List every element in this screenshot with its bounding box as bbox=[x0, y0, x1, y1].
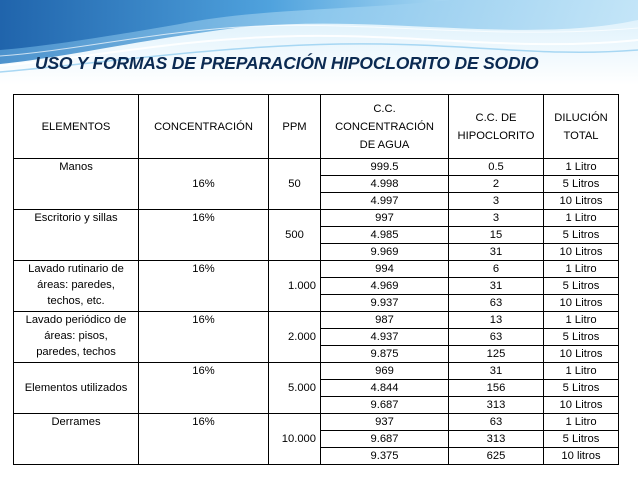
cc-agua-line1: C.C. bbox=[373, 102, 396, 115]
table-header-row bbox=[14, 95, 619, 159]
col-header-concentracion: CONCENTRACIÓN bbox=[139, 95, 269, 159]
element-line: Lavado periódico de bbox=[25, 314, 127, 326]
ppm-cell: 10.000 bbox=[269, 414, 321, 465]
element-cell bbox=[14, 261, 139, 312]
element-line: áreas: pisos, bbox=[44, 330, 108, 342]
hipo-cell: 313 bbox=[449, 431, 544, 448]
col-header-cc-agua bbox=[321, 95, 449, 159]
concentration-cell: 16% bbox=[139, 210, 269, 261]
hipo-cell: 63 bbox=[449, 295, 544, 312]
dilucion-cell: 5 Litros bbox=[544, 431, 619, 448]
concentration-cell: 16% bbox=[139, 312, 269, 363]
agua-cell: 4.969 bbox=[321, 278, 449, 295]
table-row bbox=[14, 312, 619, 329]
dilucion-cell: 10 litros bbox=[544, 448, 619, 465]
agua-cell: 987 bbox=[321, 312, 449, 329]
concentration-cell: 16% bbox=[139, 261, 269, 312]
ppm-cell: 5.000 bbox=[269, 363, 321, 414]
dilucion-cell: 5 Litros bbox=[544, 176, 619, 193]
hipo-cell: 6 bbox=[449, 261, 544, 278]
col-header-ppm: PPM bbox=[269, 95, 321, 159]
agua-cell: 994 bbox=[321, 261, 449, 278]
cc-agua-line2: CONCENTRACIÓN bbox=[335, 120, 434, 133]
table-row bbox=[14, 261, 619, 278]
hipo-cell: 313 bbox=[449, 397, 544, 414]
agua-cell: 969 bbox=[321, 363, 449, 380]
element-line: Lavado rutinario de bbox=[28, 263, 124, 275]
hipo-cell: 63 bbox=[449, 414, 544, 431]
table-row bbox=[14, 210, 619, 227]
dilucion-cell: 10 Litros bbox=[544, 295, 619, 312]
table-row bbox=[14, 414, 619, 431]
element-line: paredes, techos bbox=[36, 346, 116, 358]
hypochlorite-table bbox=[13, 94, 619, 465]
agua-cell: 999.5 bbox=[321, 159, 449, 176]
hipo-cell: 63 bbox=[449, 329, 544, 346]
agua-cell: 997 bbox=[321, 210, 449, 227]
col-header-cc-hipoclorito bbox=[449, 95, 544, 159]
element-cell: Manos bbox=[14, 159, 139, 210]
cc-hipo-line2: HIPOCLORITO bbox=[457, 129, 535, 142]
agua-cell: 4.937 bbox=[321, 329, 449, 346]
hipo-cell: 156 bbox=[449, 380, 544, 397]
cc-agua-line3: DE AGUA bbox=[359, 138, 410, 151]
table-row bbox=[14, 159, 619, 176]
hipo-cell: 31 bbox=[449, 363, 544, 380]
ppm-cell: 50 bbox=[269, 159, 321, 210]
dilucion-line2: TOTAL bbox=[563, 129, 599, 142]
hipo-cell: 0.5 bbox=[449, 159, 544, 176]
dilucion-cell: 10 Litros bbox=[544, 193, 619, 210]
concentration-cell: 16% bbox=[139, 363, 269, 414]
dilucion-cell: 5 Litros bbox=[544, 227, 619, 244]
hipo-cell: 2 bbox=[449, 176, 544, 193]
agua-cell: 4.844 bbox=[321, 380, 449, 397]
hipo-cell: 625 bbox=[449, 448, 544, 465]
agua-cell: 9.875 bbox=[321, 346, 449, 363]
dilucion-cell: 1 Litro bbox=[544, 414, 619, 431]
ppm-cell: 500 bbox=[269, 210, 321, 261]
concentration-cell: 16% bbox=[139, 159, 269, 210]
agua-cell: 9.969 bbox=[321, 244, 449, 261]
dilucion-cell: 1 Litro bbox=[544, 159, 619, 176]
hipo-cell: 3 bbox=[449, 210, 544, 227]
dilucion-cell: 10 Litros bbox=[544, 397, 619, 414]
hipo-cell: 15 bbox=[449, 227, 544, 244]
agua-cell: 9.375 bbox=[321, 448, 449, 465]
element-cell: Derrames bbox=[14, 414, 139, 465]
agua-cell: 937 bbox=[321, 414, 449, 431]
dilucion-cell: 1 Litro bbox=[544, 261, 619, 278]
dilucion-cell: 5 Litros bbox=[544, 380, 619, 397]
ppm-cell: 2.000 bbox=[269, 312, 321, 363]
ppm-cell: 1.000 bbox=[269, 261, 321, 312]
col-header-elementos: ELEMENTOS bbox=[14, 95, 139, 159]
dilucion-cell: 1 Litro bbox=[544, 363, 619, 380]
agua-cell: 4.985 bbox=[321, 227, 449, 244]
page-title: USO Y FORMAS DE PREPARACIÓN HIPOCLORITO DE SODIO bbox=[35, 53, 539, 73]
agua-cell: 9.687 bbox=[321, 397, 449, 414]
cc-hipo-line1: C.C. DE bbox=[475, 111, 517, 124]
dilucion-cell: 1 Litro bbox=[544, 312, 619, 329]
dilucion-cell: 10 Litros bbox=[544, 244, 619, 261]
table-row bbox=[14, 363, 619, 380]
element-cell: Escritorio y sillas bbox=[14, 210, 139, 261]
col-header-dilucion bbox=[544, 95, 619, 159]
dilucion-line1: DILUCIÓN bbox=[554, 111, 608, 124]
hipo-cell: 125 bbox=[449, 346, 544, 363]
hipo-cell: 13 bbox=[449, 312, 544, 329]
dilucion-cell: 1 Litro bbox=[544, 210, 619, 227]
element-line: áreas: paredes, bbox=[37, 279, 115, 291]
element-line: techos, etc. bbox=[47, 295, 105, 307]
agua-cell: 4.997 bbox=[321, 193, 449, 210]
dilucion-cell: 10 Litros bbox=[544, 346, 619, 363]
slide-header bbox=[0, 0, 638, 85]
dilucion-cell: 5 Litros bbox=[544, 329, 619, 346]
agua-cell: 9.687 bbox=[321, 431, 449, 448]
hipo-cell: 3 bbox=[449, 193, 544, 210]
element-cell: Elementos utilizados bbox=[14, 363, 139, 414]
agua-cell: 4.998 bbox=[321, 176, 449, 193]
dilucion-cell: 5 Litros bbox=[544, 278, 619, 295]
hipo-cell: 31 bbox=[449, 244, 544, 261]
element-cell bbox=[14, 312, 139, 363]
agua-cell: 9.937 bbox=[321, 295, 449, 312]
concentration-cell: 16% bbox=[139, 414, 269, 465]
hipo-cell: 31 bbox=[449, 278, 544, 295]
